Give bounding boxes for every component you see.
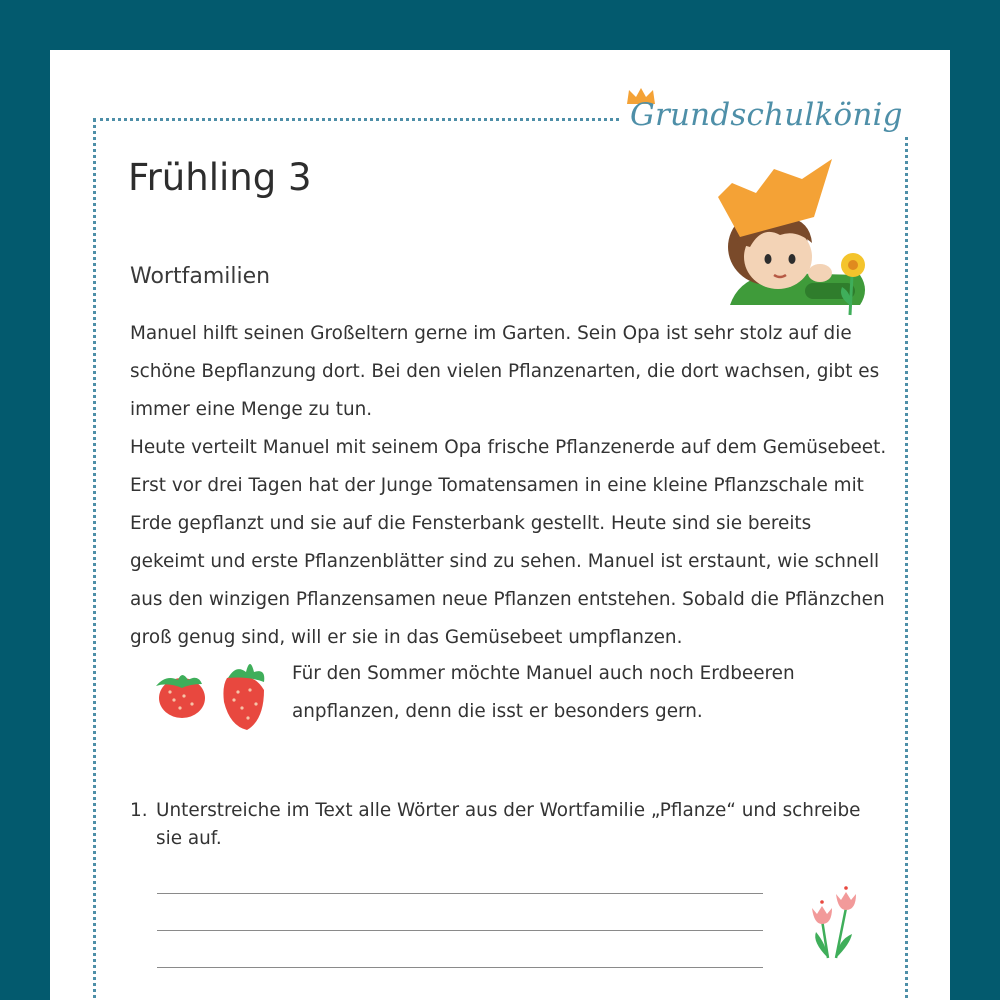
task-1: [130, 797, 870, 853]
story-text: [130, 315, 890, 657]
task-instruction: Unterstreiche im Text alle Wörter aus der Wortfamilie „Pflanze“ und schreibe sie auf.: [156, 800, 861, 849]
task-number: 1.: [130, 800, 148, 821]
story-paragraph: Für den Sommer möchte Manuel auch noch Erdbeeren anpflanzen, denn die isst er besonders gern.: [292, 663, 795, 722]
story-paragraph: Manuel hilft seinen Großeltern gerne im Garten. Sein Opa ist sehr stolz auf die schöne Bepflanzung dort. Bei den vielen Pflanzenarten, die dort wachsen, gibt es immer eine Menge zu tun.: [130, 323, 880, 420]
tulip-icon: [802, 878, 872, 962]
brand-logo: Grundschulkönig: [630, 97, 903, 133]
strawberry-icon: [142, 650, 282, 735]
worksheet-page: [50, 50, 950, 1000]
page-title: Frühling 3: [128, 156, 312, 199]
section-subtitle: Wortfamilien: [130, 264, 271, 289]
king-mascot-illustration: [710, 155, 880, 325]
writing-line[interactable]: [157, 930, 763, 931]
writing-line[interactable]: [157, 893, 763, 894]
story-paragraph: Heute verteilt Manuel mit seinem Opa frische Pflanzenerde auf dem Gemüsebeet. Erst vor drei Tagen hat der Junge Tomatensamen in eine kleine Pflanzschale mit Erde gepflanzt und sie auf die Fensterbank gestellt. Heute sind sie bereits gekeimt und erste Pflanzenblätter sind zu sehen. Manuel ist erstaunt, wie schnell aus den winzigen Pflanzensamen neue Pflanzen entstehen. Sobald die Pflänzchen groß genug sind, will er sie in das Gemüsebeet umpflanzen.: [130, 437, 887, 648]
strawberry-text: [292, 655, 892, 731]
writing-line[interactable]: [157, 967, 763, 968]
